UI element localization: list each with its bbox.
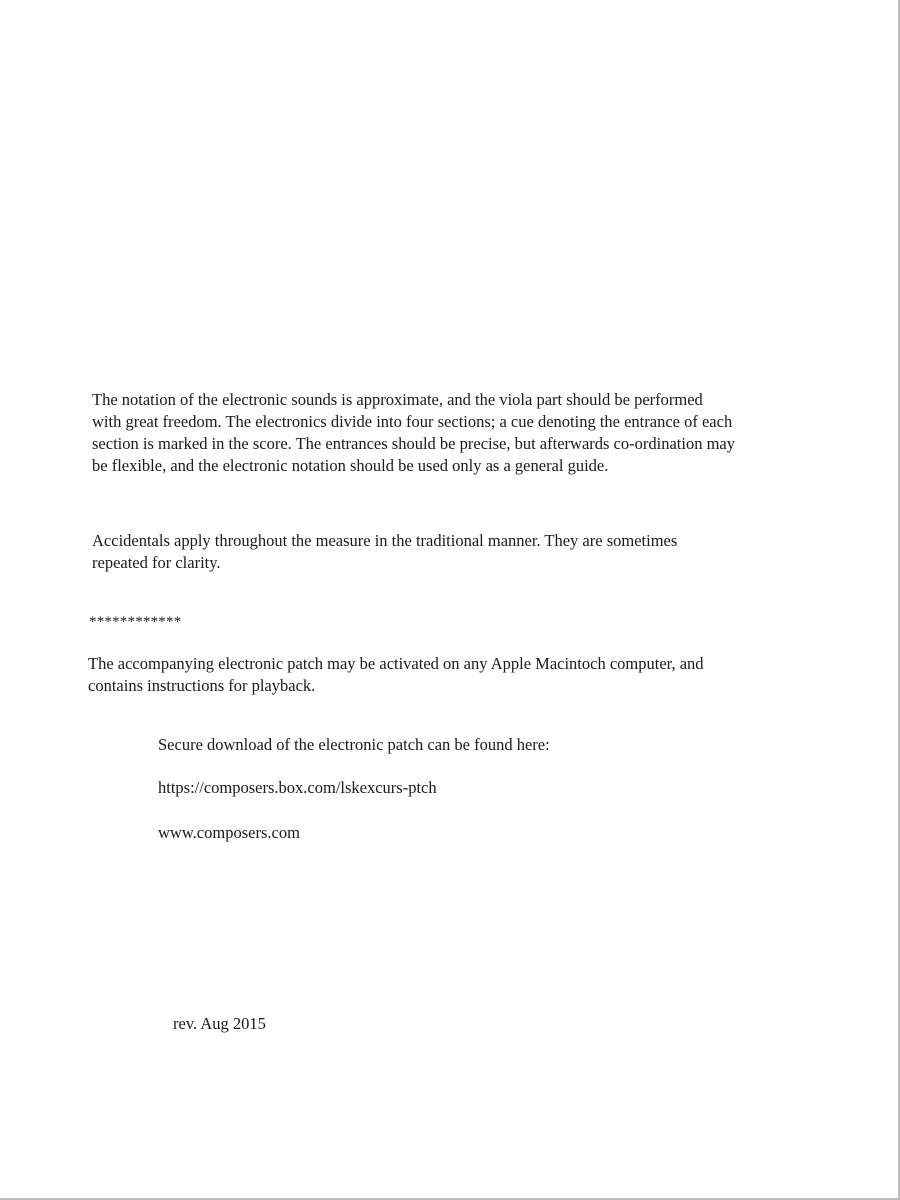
electronic-patch-paragraph: The accompanying electronic patch may be activated on any Apple Macintoch computer, and contains instructions for playback. — [88, 654, 704, 695]
revision-date: rev. Aug 2015 — [173, 1014, 266, 1033]
download-url[interactable]: https://composers.box.com/lskexcurs-ptch — [158, 778, 437, 797]
section-separator: ************ — [89, 614, 182, 630]
notation-paragraph: The notation of the electronic sounds is approximate, and the viola part should be performed with great freedom. The electronics divide into four sections; a cue denoting the entrance of each section is marked in the score. The entrances should be precise, but afterwards co-ordination may be flexible, and the electronic notation should be used only as a general guide. — [92, 390, 735, 475]
download-intro: Secure download of the electronic patch can be found here: — [158, 735, 550, 754]
website-link[interactable]: www.composers.com — [158, 823, 300, 842]
accidentals-paragraph: Accidentals apply throughout the measure in the traditional manner. They are sometimes repeated for clarity. — [92, 531, 678, 572]
